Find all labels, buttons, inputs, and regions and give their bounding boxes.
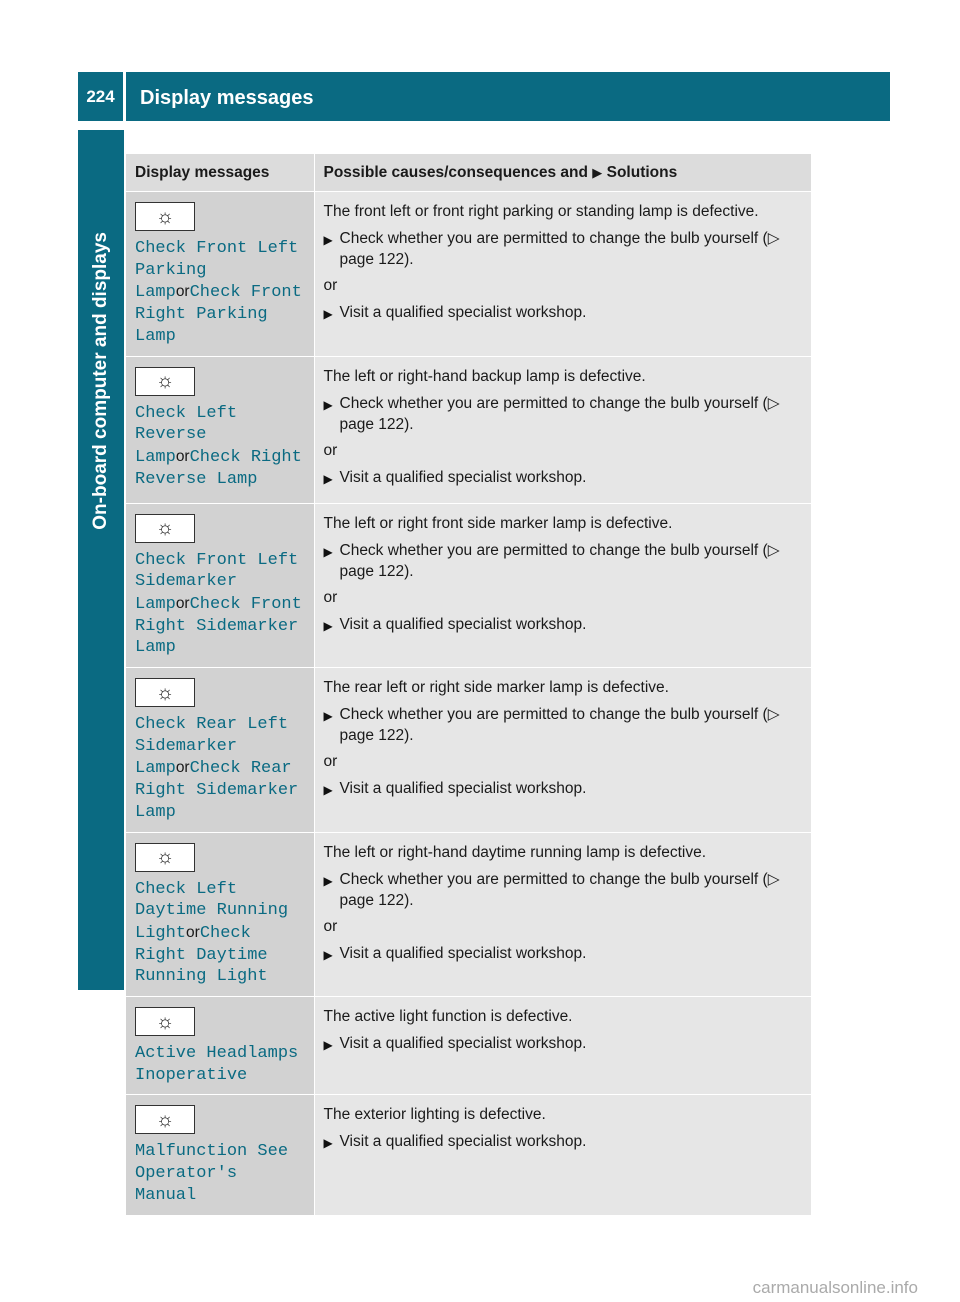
or-text: or (323, 588, 338, 606)
triangle-right-icon: ▶ (323, 1136, 333, 1151)
side-label-wrap (78, 130, 124, 530)
display-message-text (135, 1141, 305, 1206)
message-name: Check Rear Left Sidemarker Lamp (135, 715, 289, 779)
column-header-solutions-suffix: Solutions (606, 163, 678, 181)
solution-cell (314, 1095, 811, 1215)
message-name: Active Headlamps Inoperative (135, 1044, 299, 1085)
message-cell (126, 997, 314, 1095)
solution-step (324, 869, 804, 911)
table-header-row (126, 154, 811, 192)
triangle-right-icon: ▶ (323, 873, 333, 888)
triangle-right-icon: ▶ (323, 783, 333, 798)
or-separator: or (175, 283, 190, 301)
message-name: Malfunction See Operator's Manual (135, 1142, 289, 1205)
solution-step (324, 1033, 804, 1056)
message-cell (126, 1095, 314, 1215)
display-message-text (135, 1043, 305, 1086)
message-name: Check Front Right Sidemarker Lamp (135, 594, 302, 658)
table-row (126, 1095, 811, 1215)
triangle-right-icon: ▶ (323, 307, 333, 321)
display-message-text (135, 879, 305, 989)
bulb-warning-icon: ☼ (135, 514, 195, 543)
cause-text: The left or right-hand daytime running lamp is defective. (323, 843, 707, 861)
or-separator: or (175, 759, 190, 777)
column-header-solutions-prefix: Possible causes/consequences and (323, 163, 588, 181)
message-cell (126, 832, 314, 997)
or-text: or (323, 441, 338, 459)
solution-step (324, 614, 804, 637)
message-cell (126, 192, 314, 357)
or-text: or (323, 277, 338, 294)
bulb-warning-icon: ☼ (135, 843, 195, 872)
side-label: On-board computer and displays (90, 232, 111, 530)
cause-text: The left or right-hand backup lamp is defective. (323, 367, 646, 385)
message-name: Check Left Daytime Running Light (135, 879, 289, 943)
table-row (126, 356, 811, 503)
step-text: Check whether you are permitted to change the bulb yourself (▷ page 122). (339, 706, 780, 745)
triangle-right-icon: ▶ (323, 618, 333, 633)
page-title: Display messages (140, 87, 314, 109)
solution-cell (314, 668, 811, 833)
or-text: or (323, 753, 338, 771)
message-name: Check Rear Right Sidemarker Lamp (135, 759, 299, 822)
cause-text: The front left or front right parking or standing lamp is defective. (323, 203, 759, 220)
solution-cell (314, 192, 811, 357)
table-body (126, 192, 811, 1215)
step-text: Visit a qualified specialist workshop. (339, 615, 587, 633)
or-separator: or (175, 447, 190, 465)
bulb-warning-icon: ☼ (135, 1007, 195, 1036)
solution-step (324, 467, 804, 490)
step-text: Visit a qualified specialist workshop. (339, 780, 587, 798)
display-message-text (135, 238, 305, 348)
solution-step (324, 393, 804, 435)
bulb-warning-icon: ☼ (135, 678, 195, 707)
cause-text: The exterior lighting is defective. (323, 1106, 546, 1124)
message-cell (126, 356, 314, 503)
display-message-text (135, 550, 305, 660)
footer-url: carmanualsonline.info (752, 1278, 918, 1297)
table-row (126, 997, 811, 1095)
step-text: Visit a qualified specialist workshop. (339, 304, 587, 321)
bulb-warning-icon: ☼ (135, 1105, 195, 1134)
step-text: Check whether you are permitted to change the bulb yourself (▷ page 122). (339, 230, 780, 268)
message-name: Check Front Left Sidemarker Lamp (135, 550, 299, 614)
or-separator: or (186, 923, 200, 941)
solution-step (324, 778, 804, 801)
solution-step (324, 228, 804, 270)
message-cell (126, 668, 314, 833)
triangle-right-icon: ▶ (592, 164, 603, 180)
table-row (126, 192, 811, 357)
solution-cell (314, 503, 811, 668)
solution-cell (314, 356, 811, 503)
column-header-solutions (314, 154, 811, 192)
page-number: 224 (78, 72, 126, 121)
step-text: Visit a qualified specialist workshop. (339, 1035, 587, 1053)
step-text: Check whether you are permitted to change the bulb yourself (▷ page 122). (339, 394, 780, 433)
triangle-right-icon: ▶ (323, 1038, 333, 1053)
bulb-warning-icon: ☼ (135, 367, 195, 396)
table-row (126, 668, 811, 833)
message-name: Check Right Daytime Running Light (135, 923, 268, 987)
solution-step (324, 704, 804, 746)
table-row (126, 503, 811, 668)
cause-text: The active light function is defective. (323, 1008, 573, 1026)
message-cell (126, 503, 314, 668)
solution-step (324, 943, 804, 966)
cause-text: The rear left or right side marker lamp is defective. (323, 679, 669, 697)
triangle-right-icon: ▶ (323, 709, 333, 724)
step-text: Check whether you are permitted to change the bulb yourself (▷ page 122). (339, 870, 780, 909)
table-row (126, 832, 811, 997)
solution-step (324, 1131, 804, 1154)
message-name: Check Right Reverse Lamp (135, 447, 302, 489)
cause-text: The left or right front side marker lamp is defective. (323, 514, 673, 532)
step-text: Visit a qualified specialist workshop. (339, 944, 587, 962)
display-message-text (135, 714, 305, 824)
column-header-messages: Display messages (126, 154, 314, 192)
triangle-right-icon: ▶ (323, 544, 333, 559)
step-text: Check whether you are permitted to change the bulb yourself (▷ page 122). (339, 541, 780, 580)
triangle-right-icon: ▶ (323, 233, 333, 247)
solution-step (324, 540, 804, 582)
solution-step (324, 302, 804, 325)
header-bar (78, 72, 890, 121)
or-text: or (323, 917, 338, 935)
display-messages-table (126, 154, 811, 1215)
step-text: Visit a qualified specialist workshop. (339, 1133, 587, 1151)
solution-cell (314, 997, 811, 1095)
display-message-text (135, 403, 305, 491)
or-separator: or (175, 594, 190, 612)
step-text: Visit a qualified specialist workshop. (339, 468, 587, 486)
message-name: Check Front Left Parking Lamp (135, 239, 299, 303)
triangle-right-icon: ▶ (323, 397, 333, 412)
bulb-warning-icon: ☼ (135, 202, 195, 231)
triangle-right-icon: ▶ (323, 471, 333, 486)
solution-cell (314, 832, 811, 997)
triangle-right-icon: ▶ (323, 947, 333, 962)
message-name: Check Left Reverse Lamp (135, 403, 238, 467)
message-name: Check Front Right Parking Lamp (135, 283, 302, 346)
